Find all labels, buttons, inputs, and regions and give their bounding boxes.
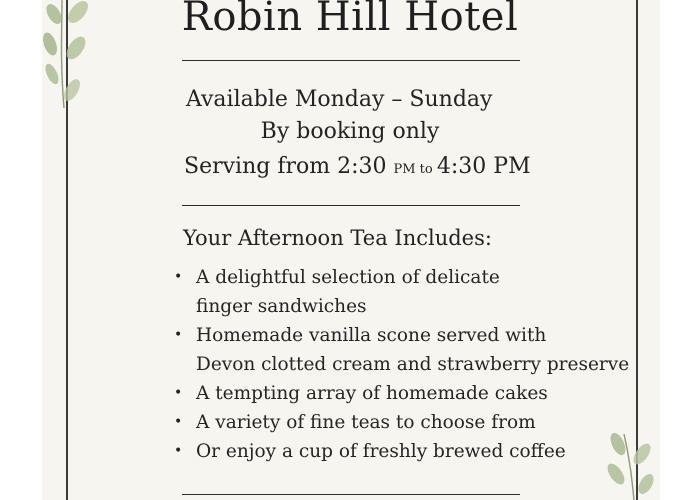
list-item <box>170 321 636 379</box>
serving-times-pm: PM <box>393 162 416 177</box>
serving-times-to: to <box>415 162 437 177</box>
includes-heading: Your Afternoon Tea Includes: <box>183 226 492 250</box>
bullet-icon: • <box>174 443 183 459</box>
list-item-text: Devon clotted cream and strawberry preserve <box>196 354 630 375</box>
bullet-icon: • <box>174 327 183 343</box>
divider <box>182 205 520 206</box>
hotel-title: Robin Hill Hotel <box>181 0 519 40</box>
list-item <box>170 408 636 437</box>
list-item-text: finger sandwiches <box>196 296 367 317</box>
list-item <box>170 437 636 466</box>
includes-list <box>170 263 636 466</box>
divider <box>182 60 520 61</box>
divider <box>182 494 520 495</box>
serving-times <box>184 153 531 184</box>
list-item <box>170 263 636 321</box>
serving-times-end: 4:30 PM <box>436 154 531 179</box>
booking-note: By booking only <box>260 119 440 144</box>
availability-days: Available Monday – Sunday <box>186 87 493 112</box>
bullet-icon: • <box>174 385 183 401</box>
list-item-text: Or enjoy a cup of freshly brewed coffee <box>196 441 566 462</box>
list-item-text: A delightful selection of delicate <box>196 267 500 288</box>
list-item-text: A tempting array of homemade cakes <box>196 383 548 404</box>
serving-times-start: Serving from 2:30 <box>184 154 394 179</box>
list-item-text: A variety of fine teas to choose from <box>196 412 536 433</box>
bullet-icon: • <box>174 414 183 430</box>
frame-border-right <box>636 0 638 500</box>
bullet-icon: • <box>174 269 183 285</box>
list-item <box>170 379 636 408</box>
list-item-text: Homemade vanilla scone served with <box>196 325 547 346</box>
